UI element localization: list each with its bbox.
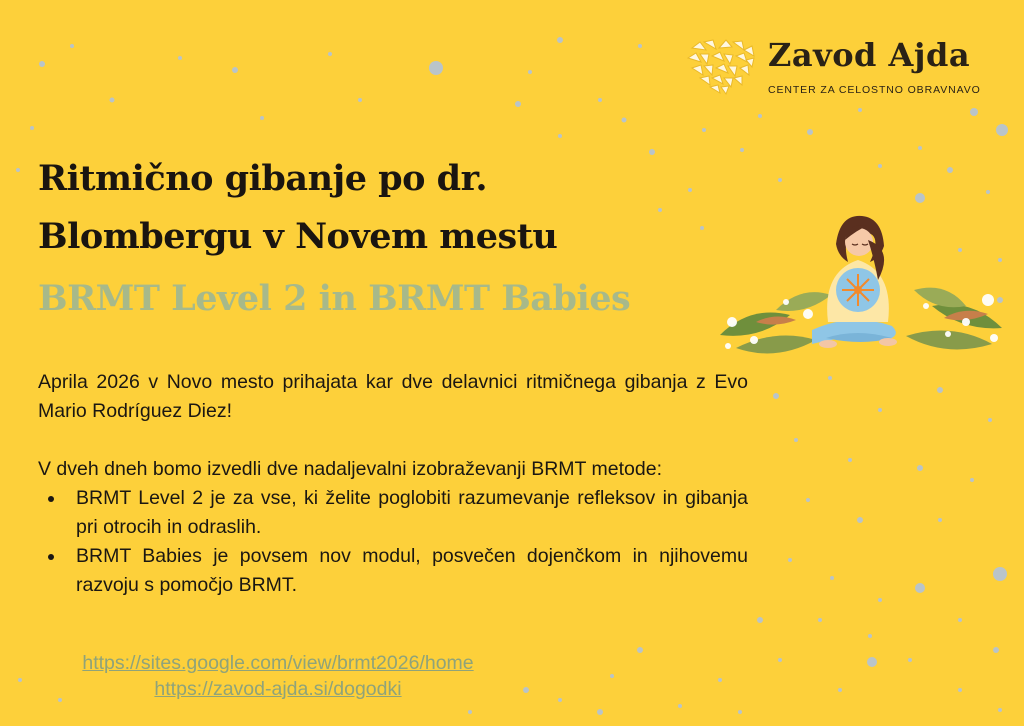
meditating-woman-with-leaves-icon xyxy=(716,210,1006,360)
links xyxy=(38,650,518,702)
heart-of-buckwheat-seeds-icon xyxy=(686,38,756,96)
list-item: BRMT Level 2 je za vse, ki želite poglobiti razumevanje refleksov in gibanja pri otrocih in odraslih. xyxy=(76,484,748,542)
title-line-2: Blombergu v Novem mestu xyxy=(38,216,558,257)
logo[interactable] xyxy=(686,36,996,100)
list-item: BRMT Babies je povsem nov modul, posvečen dojenčkom in njihovemu razvoju s pomočjo BRMT. xyxy=(76,542,748,600)
intro-paragraph: Aprila 2026 v Novo mesto prihajata kar dve delavnici ritmičnega gibanja z Evo Mario Rodríguez Diez! xyxy=(38,371,748,422)
page-title xyxy=(38,150,698,266)
zavod-ajda-events-link[interactable]: https://zavod-ajda.si/dogodki xyxy=(154,678,402,700)
brand-name: Zavod Ajda xyxy=(768,36,971,74)
brand-tagline: CENTER ZA CELOSTNO OBRAVNAVO xyxy=(768,84,981,96)
brmt2026-link[interactable]: https://sites.google.com/view/brmt2026/home xyxy=(82,652,474,674)
workshops-list xyxy=(38,484,748,600)
title-line-1: Ritmično gibanje po dr. xyxy=(38,158,488,199)
page-subtitle: BRMT Level 2 in BRMT Babies xyxy=(38,278,631,319)
workshops-paragraph: V dveh dneh bomo izvedli dve nadaljevalni izobraževanji BRMT metode: xyxy=(38,458,662,480)
body-text xyxy=(38,368,748,600)
